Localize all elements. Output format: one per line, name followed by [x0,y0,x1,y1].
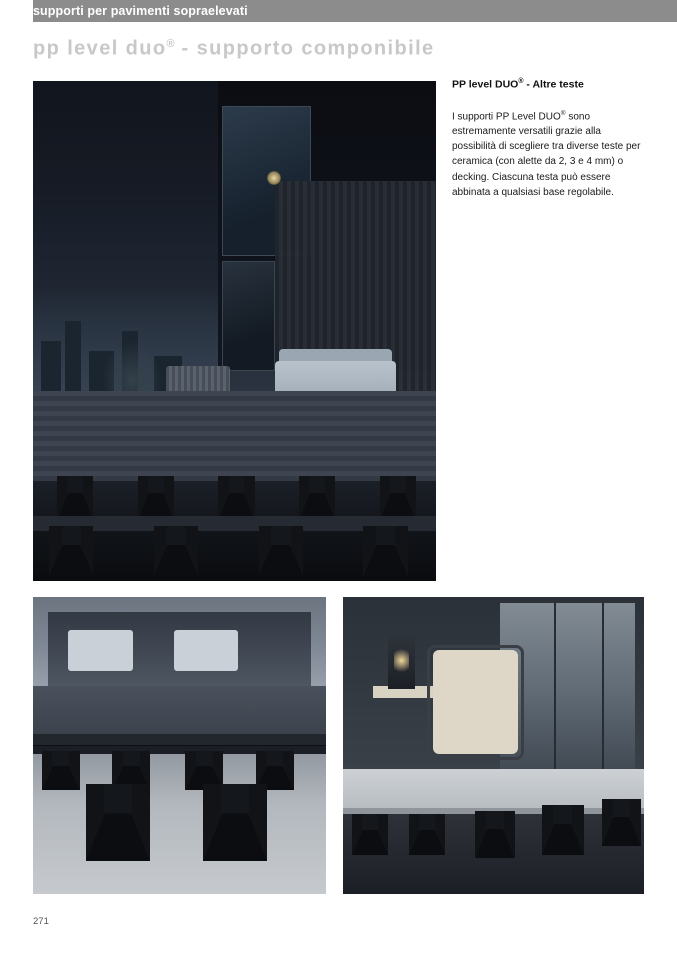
header-title: supporti per pavimenti sopraelevati [33,4,248,18]
armchair-cushion [433,650,517,754]
pedestal [42,751,80,790]
description-body-registered-mark: ® [560,109,566,117]
window-mullion [602,603,604,769]
pedestal [352,814,388,856]
description-column [452,75,644,200]
pedestal [218,476,254,521]
pedestal [259,526,303,576]
pedestal [57,476,93,521]
description-heading-rest: - Altre teste [523,78,584,91]
candle-glow-icon [394,647,409,674]
city-building-2 [65,321,81,401]
window-mullion [554,603,556,769]
ceramic-tile-surface [343,769,644,811]
pedestal [380,476,416,521]
page-title-registered-mark: ® [166,38,175,50]
sofa-left [68,630,132,672]
description-heading-main: PP level DUO [452,78,519,91]
pedestal-foreground [86,784,150,861]
page-header [0,0,677,30]
page-title-rest: - supporto componibile [174,37,435,60]
decking-surface [33,686,326,739]
page-title-main: pp level duo [33,37,167,60]
glass-window-lower [222,261,274,371]
description-body-part1: I supporti PP Level DUO [452,110,561,122]
description-body [452,106,644,201]
pedestal [409,814,445,856]
page-number: 271 [33,916,49,927]
pedestal [138,476,174,521]
pendant-lamp-icon [267,171,281,185]
sofa-right [174,630,238,672]
description-body-part2: sono estremamente versatili grazie alla possibilità di scegliere tra diverse teste per ceramica (con alette da 2, 3 e 4 mm) o decking. Ciascuna testa può essere abbinata a qualsiasi base regolabile. [452,110,641,198]
main-photo [33,81,436,581]
pedestal [475,811,514,859]
pedestal [49,526,93,576]
pedestal [154,526,198,576]
bottom-right-photo [343,597,644,894]
pedestal [363,526,407,576]
page-title [33,31,435,62]
description-heading [452,75,644,92]
pedestal [542,805,584,855]
header-bar-right-block [644,0,677,22]
pedestal [299,476,335,521]
bottom-left-photo [33,597,326,894]
description-heading-registered-mark: ® [518,78,524,85]
deck-edge-beam [33,734,326,746]
pedestal [602,799,641,847]
pedestal-foreground [203,784,267,861]
